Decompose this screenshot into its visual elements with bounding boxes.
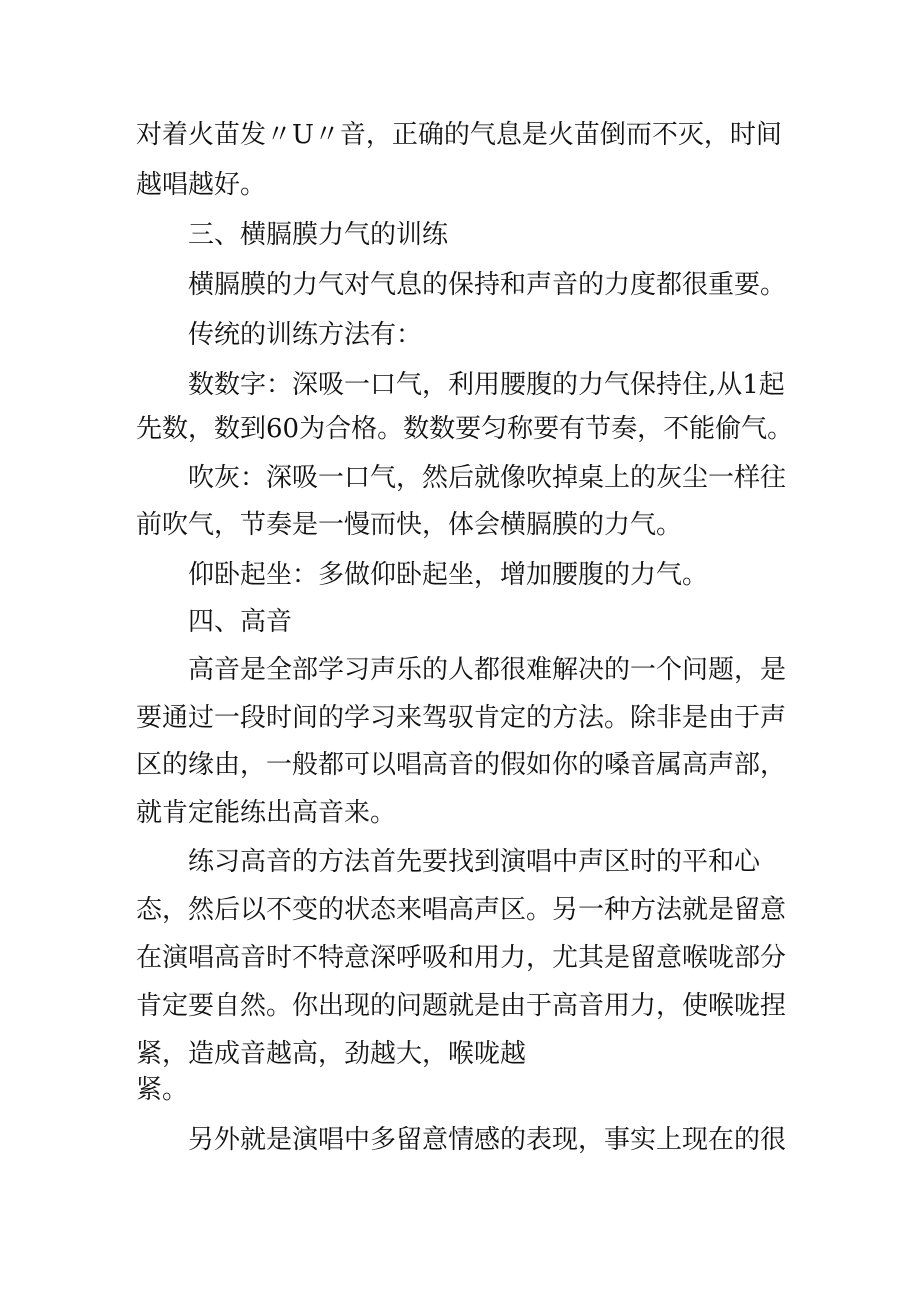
- paragraph-line: 紧。: [136, 1075, 189, 1105]
- paragraph-line: 区的缘由，一般都可以唱高音的假如你的嗓音属高声部，: [136, 750, 787, 780]
- paragraph-line: 对着火苗发〃U〃音，正确的气息是火苗倒而不灭，时间: [136, 120, 782, 150]
- paragraph-line: 越唱越好。: [136, 170, 267, 200]
- paragraph-line: 前吹气，节奏是一慢而快，体会横膈膜的力气。: [136, 510, 683, 540]
- paragraph-line: 传统的训练方法有：: [188, 320, 423, 350]
- paragraph-line: 吹灰：深吸一口气，然后就像吹掉桌上的灰尘一样往: [188, 463, 787, 493]
- paragraph-line: 仰卧起坐：多做仰卧起坐，增加腰腹的力气。: [188, 560, 709, 590]
- paragraph-line: 数数字：深吸一口气，利用腰腹的力气保持住,从1起: [188, 370, 785, 400]
- paragraph-line: 高音是全部学习声乐的人都很难解决的一个问题，是: [188, 655, 787, 685]
- section-heading-diaphragm: 三、横膈膜力气的训练: [188, 220, 449, 250]
- paragraph-line: 态，然后以不变的状态来唱高声区。另一种方法就是留意: [136, 895, 787, 925]
- paragraph-line: 在演唱高音时不特意深呼吸和用力，尤其是留意喉咙部分: [136, 943, 787, 973]
- section-heading-high-notes: 四、高音: [188, 607, 293, 637]
- paragraph-line: 就肯定能练出高音来。: [136, 798, 397, 828]
- paragraph-line: 肯定要自然。你出现的问题就是由于高音用力，使喉咙捏: [136, 991, 787, 1021]
- paragraph-line: 紧，造成音越高，劲越大，喉咙越: [136, 1039, 527, 1069]
- paragraph-line: 先数，数到60为合格。数数要匀称要有节奏，不能偷气。: [136, 414, 794, 444]
- paragraph-line: 练习高音的方法首先要找到演唱中声区时的平和心: [188, 847, 761, 877]
- paragraph-line: 横膈膜的力气对气息的保持和声音的力度都很重要。: [188, 270, 787, 300]
- paragraph-line: 要通过一段时间的学习来驾驭肯定的方法。除非是由于声: [136, 703, 787, 733]
- paragraph-line: 另外就是演唱中多留意情感的表现，事实上现在的很: [188, 1125, 787, 1155]
